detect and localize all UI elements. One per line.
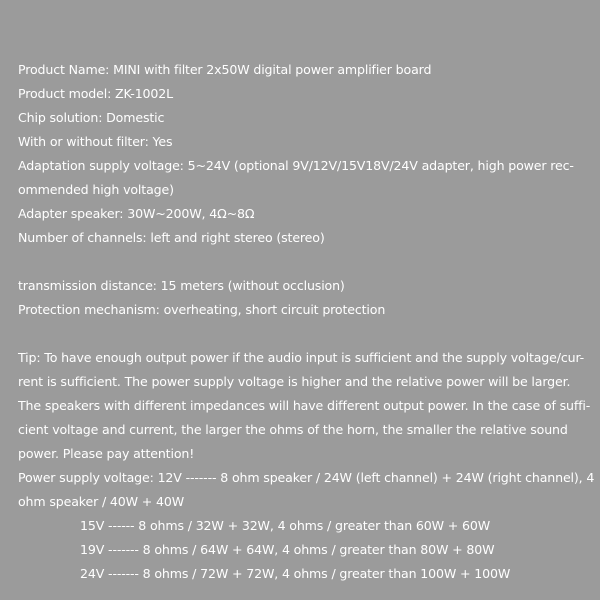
spacer bbox=[18, 250, 584, 274]
tip-line-5: power. Please pay attention! bbox=[18, 446, 195, 461]
tip-line-3: The speakers with different impedances will have different output power. In the case of suffi- bbox=[18, 398, 591, 413]
supply-voltage-line-1: Adaptation supply voltage: 5~24V (optional 9V/12V/15V18V/24V adapter, high power rec- bbox=[18, 158, 574, 173]
protection-mechanism: Protection mechanism: overheating, short circuit protection bbox=[18, 302, 386, 317]
chip-solution: Chip solution: Domestic bbox=[18, 110, 165, 125]
product-model: Product model: ZK-1002L bbox=[18, 86, 174, 101]
power-row-24v: 24V ------- 8 ohms / 72W + 72W, 4 ohms / greater than 100W + 100W bbox=[80, 566, 511, 581]
product-spec-document bbox=[18, 58, 595, 586]
power-supply-line-2: ohm speaker / 40W + 40W bbox=[18, 494, 185, 509]
tip-line-2: rent is sufficient. The power supply voltage is higher and the relative power will be larger. bbox=[18, 374, 571, 389]
adapter-speaker: Adapter speaker: 30W~200W, 4Ω~8Ω bbox=[18, 206, 255, 221]
transmission-distance: transmission distance: 15 meters (without occlusion) bbox=[18, 278, 345, 293]
filter-option: With or without filter: Yes bbox=[18, 134, 173, 149]
power-row-15v: 15V ------ 8 ohms / 32W + 32W, 4 ohms / greater than 60W + 60W bbox=[80, 518, 491, 533]
tip-line-1: Tip: To have enough output power if the audio input is sufficient and the supply voltage/cur- bbox=[18, 350, 585, 365]
supply-voltage-line-2: ommended high voltage) bbox=[18, 182, 174, 197]
spacer bbox=[18, 322, 584, 346]
product-name: Product Name: MINI with filter 2x50W digital power amplifier board bbox=[18, 62, 432, 77]
channel-count: Number of channels: left and right stereo (stereo) bbox=[18, 230, 325, 245]
power-supply-line-1: Power supply voltage: 12V ------- 8 ohm speaker / 24W (left channel) + 24W (right channel), 4 bbox=[18, 470, 595, 485]
tip-line-4: cient voltage and current, the larger the ohms of the horn, the smaller the relative sound bbox=[18, 422, 568, 437]
power-row-19v: 19V ------- 8 ohms / 64W + 64W, 4 ohms / greater than 80W + 80W bbox=[80, 542, 495, 557]
